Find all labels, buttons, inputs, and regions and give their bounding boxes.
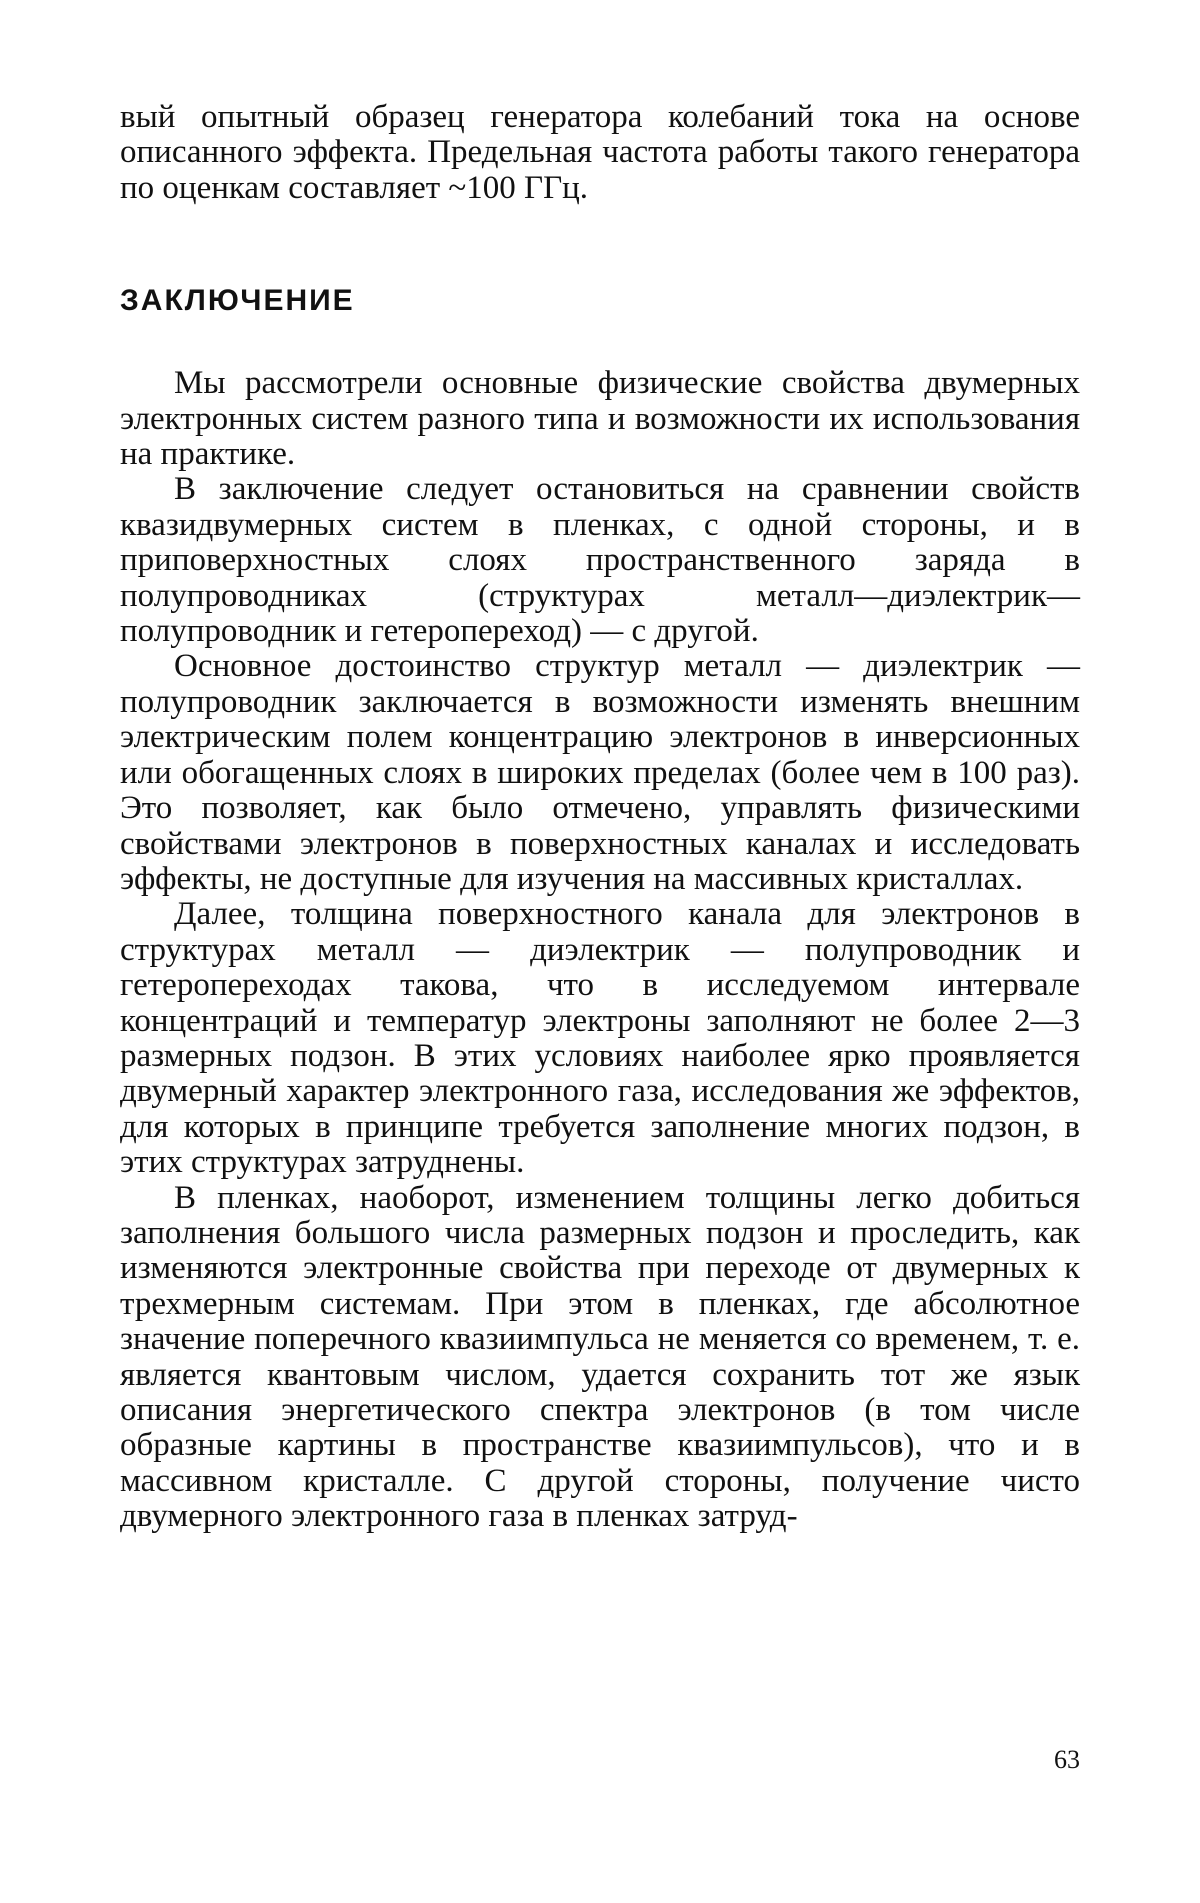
paragraph-1: Мы рассмотрели основные физические свойства двумерных электронных систем разного типа и возможности их использования на практике. [120,365,1080,473]
page-number: 63 [1054,1745,1080,1774]
paragraph-2: В заключение следует остановиться на сравнении свойств квазидвумерных систем в пленках, с одной стороны, и в приповерхностных слоях пространственного заряда в полупроводниках (структурах металл—диэлектрик—полупроводник и гетеропереход) — с другой. [120,471,1080,650]
paragraph-5: В пленках, наоборот, изменением толщины легко добиться заполнения большого числа размерных подзон и проследить, как изменяются электронные свойства при переходе от двумерных к трехмерным системам. При этом в пленках, где абсолютное значение поперечного квазиимпульса не меняется со временем, т. е. является квантовым числом, удается сохранить тот же язык описания энергетического спектра электронов (в том числе образные картины в пространстве квазиимпульсов), что и в массивном кристалле. С другой стороны, получение чисто двумерного электронного газа в пленках затруд- [120,1179,1080,1535]
paragraph-3: Основное достоинство структур металл — диэлектрик — полупроводник заключается в возможности изменять внешним электрическим полем концентрацию электронов в инверсионных или обогащенных слоях в широких пределах (более чем в 100 раз). Это позволяет, как было отмечено, управлять физическими свойствами электронов в поверхностных каналах и исследовать эффекты, не доступные для изучения на массивных кристаллах. [120,648,1080,897]
continued-paragraph: вый опытный образец генератора колебаний тока на основе описанного эффекта. Предельная частота работы такого генератора по оценкам составляет ~100 ГГц. [120,99,1080,206]
section-heading: ЗАКЛЮЧЕНИЕ [120,284,355,318]
paragraph-4: Далее, толщина поверхностного канала для электронов в структурах металл — диэлектрик — полупроводник и гетеропереходах такова, что в исследуемом интервале концентраций и температур электроны заполняют не более 2—3 размерных подзон. В этих условиях наиболее ярко проявляется двумерный характер электронного газа, исследования же эффектов, для которых в принципе требуется заполнение многих подзон, в этих структурах затруднены. [120,896,1080,1181]
page-body [120,100,1080,1535]
